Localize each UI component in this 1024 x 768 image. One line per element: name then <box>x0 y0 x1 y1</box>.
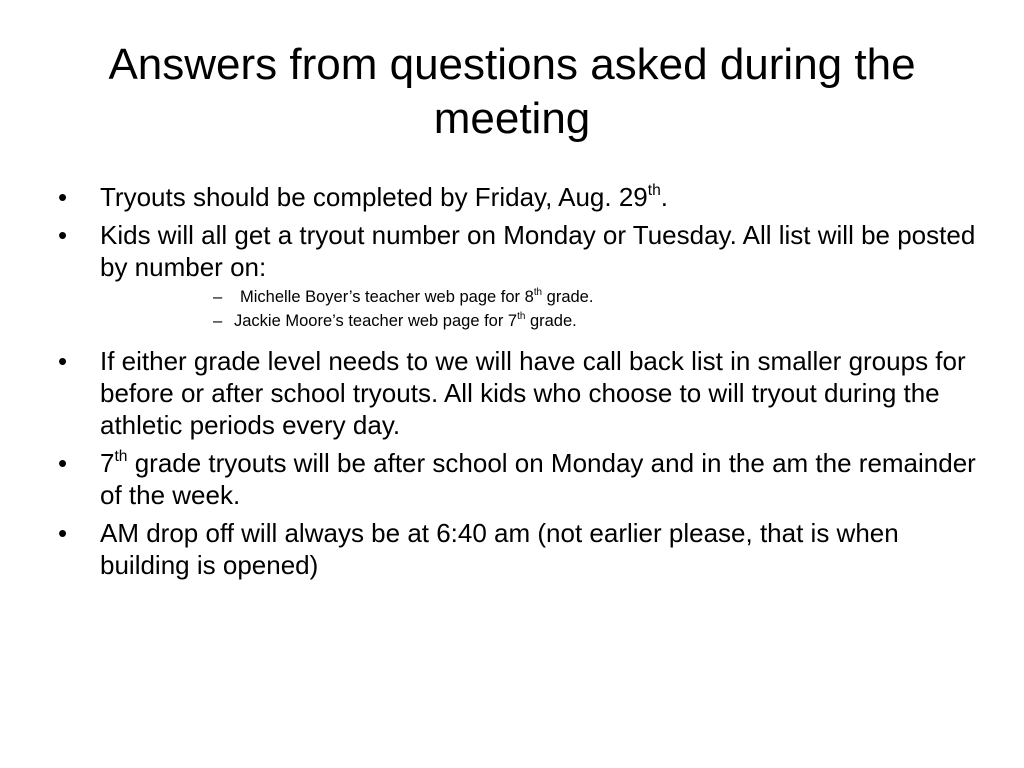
bullet-item-am-drop-off <box>58 517 978 581</box>
bullet-item-7th-grade-tryouts <box>58 447 978 511</box>
sub-item-text: Jackie Moore’s teacher web page for 7th grade. <box>234 310 577 330</box>
bullet-icon: • <box>58 220 68 250</box>
slide-content <box>58 181 978 587</box>
dash-icon: – <box>213 288 223 306</box>
bullet-icon: • <box>58 518 68 548</box>
bullet-text: Kids will all get a tryout number on Monday or Tuesday. All list will be posted by number on: <box>100 220 976 282</box>
bullet-icon: • <box>58 182 68 212</box>
bullet-text: AM drop off will always be at 6:40 am (not earlier please, that is when building is opened) <box>100 518 899 580</box>
bullet-item-tryouts-deadline <box>58 181 978 213</box>
bullet-icon: • <box>58 346 68 376</box>
bullet-icon: • <box>58 448 68 478</box>
sub-item-7th-grade <box>58 309 978 333</box>
bullet-text: 7th grade tryouts will be after school on Monday and in the am the remainder of the week. <box>100 447 976 510</box>
bullet-text: If either grade level needs to we will have call back list in smaller groups for before or after school tryouts. All kids who choose to will tryout during the athletic periods every day. <box>100 346 966 440</box>
dash-icon: – <box>213 312 223 330</box>
sub-list <box>58 285 978 333</box>
bullet-item-tryout-number <box>58 219 978 283</box>
sub-item-8th-grade <box>58 285 978 309</box>
sub-item-text: Michelle Boyer’s teacher web page for 8th grade. <box>240 286 594 306</box>
bullet-item-call-back-list <box>58 345 978 441</box>
bullet-text: Tryouts should be completed by Friday, Aug. 29th. <box>100 181 668 212</box>
slide-title: Answers from questions asked during the meeting <box>108 40 916 143</box>
